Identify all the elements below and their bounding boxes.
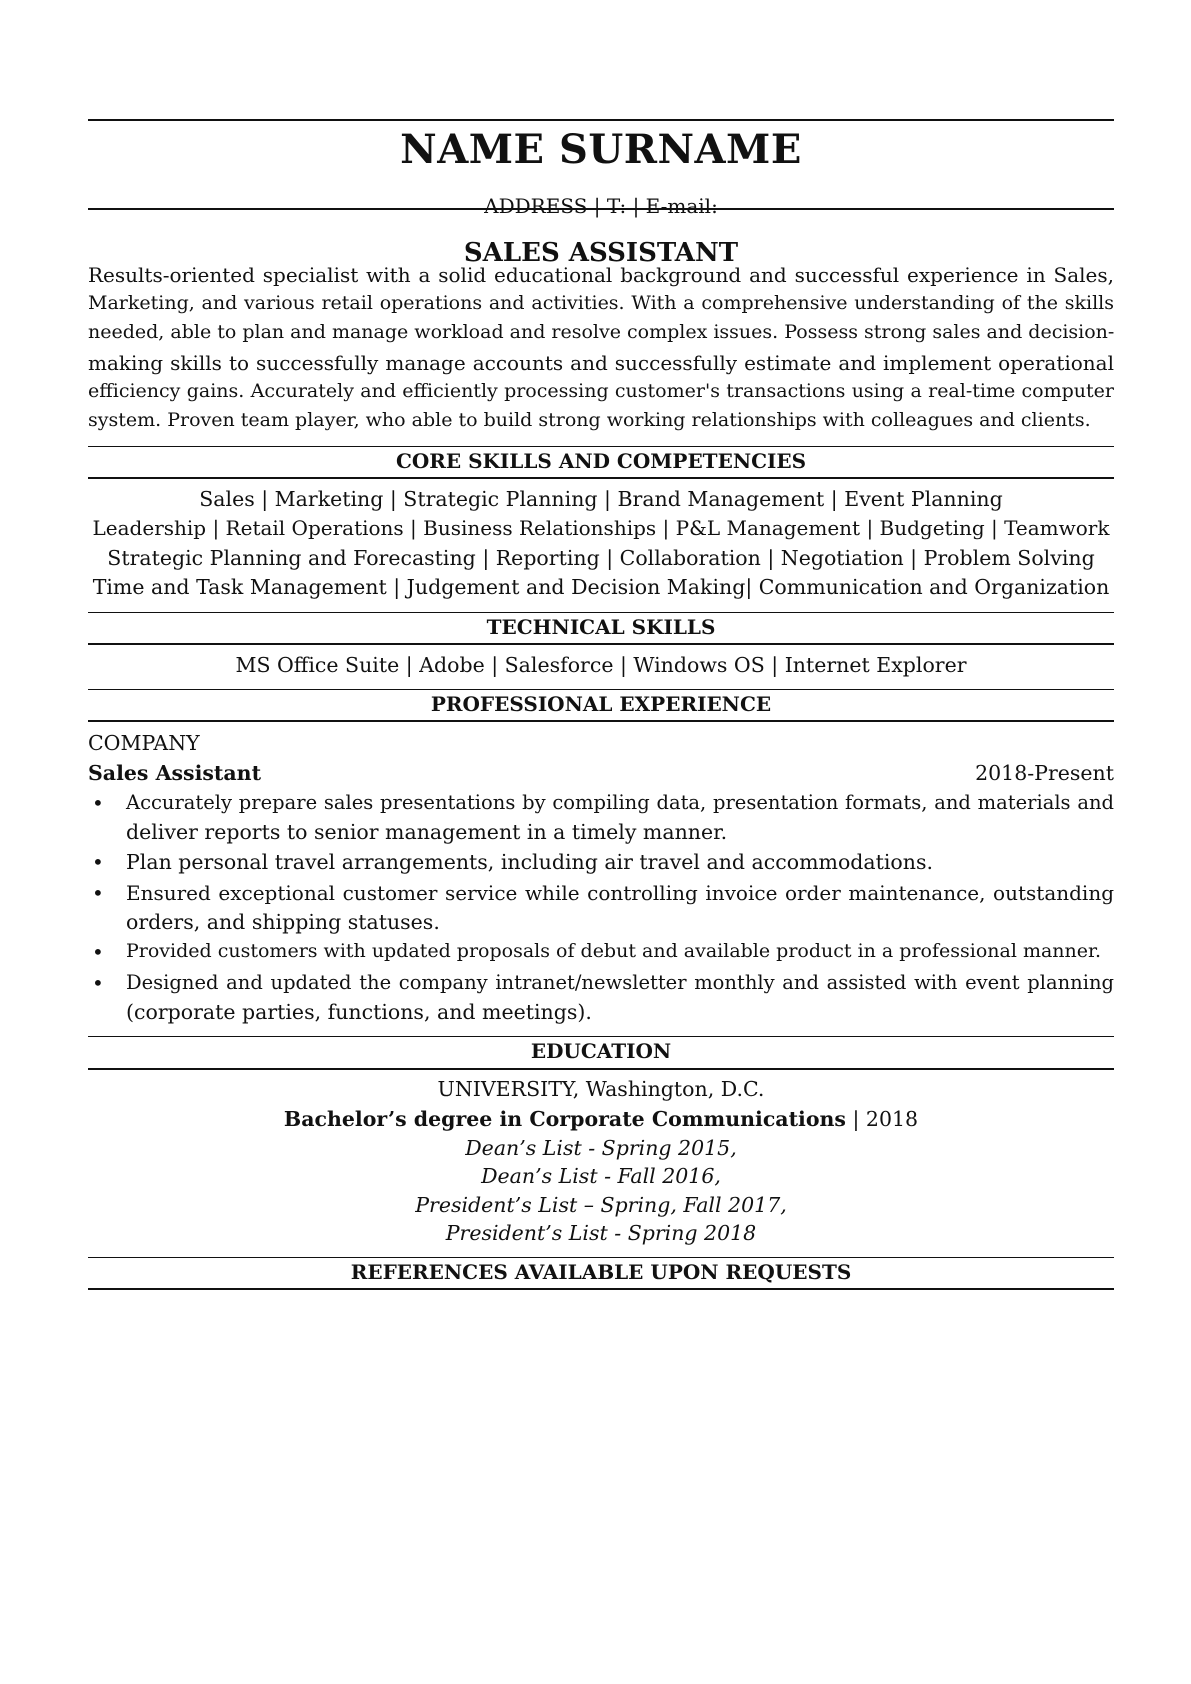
section-rule <box>88 643 1114 645</box>
role-title: Sales Assistant <box>88 761 262 785</box>
resume-page <box>88 0 1114 1684</box>
section-heading-core-skills: CORE SKILLS AND COMPETENCIES <box>395 449 807 473</box>
section-rule <box>88 720 1114 722</box>
bullet-text: Ensured exceptional customer service while controlling invoice order maintenance, outstanding <box>126 881 1114 905</box>
section-heading-experience: PROFESSIONAL EXPERIENCE <box>430 692 772 716</box>
bullet-text: deliver reports to senior management in a timely manner. <box>126 820 728 844</box>
bullet-icon: • <box>92 850 104 874</box>
honor-line: Dean’s List - Fall 2016, <box>481 1164 721 1188</box>
bullet-text: (corporate parties, functions, and meetings). <box>126 1000 592 1024</box>
honor-line: President’s List – Spring, Fall 2017, <box>415 1193 787 1217</box>
summary-line: system. Proven team player, who able to build strong working relationships with colleagues and clients. <box>88 409 1091 431</box>
section-rule <box>88 477 1114 479</box>
role-dates: 2018-Present <box>975 761 1114 785</box>
summary-line: needed, able to plan and manage workload and resolve complex issues. Possess strong sales and decision- <box>88 321 1115 343</box>
technical-skills-line: MS Office Suite | Adobe | Salesforce | Windows OS | Internet Explorer <box>235 653 967 677</box>
section-rule <box>88 446 1114 447</box>
section-rule <box>88 1257 1114 1258</box>
section-heading-education: EDUCATION <box>530 1039 672 1063</box>
section-rule <box>88 1068 1114 1070</box>
bullet-icon: • <box>92 881 104 905</box>
skills-line: Sales | Marketing | Strategic Planning | Brand Management | Event Planning <box>199 487 1003 511</box>
contact-line: ADDRESS | T: | E-mail: <box>484 194 718 218</box>
section-rule <box>88 689 1114 690</box>
company-name: COMPANY <box>88 731 200 755</box>
header-rule <box>88 208 1114 210</box>
honor-line: Dean’s List - Spring 2015, <box>465 1136 737 1160</box>
degree-name: Bachelor’s degree in Corporate Communications <box>283 1107 846 1131</box>
section-rule <box>88 612 1114 613</box>
summary-line: efficiency gains. Accurately and efficiently processing customer's transactions using a real-time computer <box>88 380 1114 402</box>
university-line: UNIVERSITY, Washington, D.C. <box>437 1077 765 1101</box>
degree-line <box>88 1107 1114 1131</box>
bullet-text: Designed and updated the company intranet/newsletter monthly and assisted with event planning <box>126 971 1114 994</box>
job-title: SALES ASSISTANT <box>463 238 739 268</box>
skills-line: Leadership | Retail Operations | Business Relationships | P&L Management | Budgeting | Teamwork <box>92 516 1110 540</box>
skills-line: Time and Task Management | Judgement and Decision Making| Communication and Organization <box>92 575 1110 599</box>
bullet-icon: • <box>92 940 104 964</box>
honor-line: President’s List - Spring 2018 <box>445 1221 757 1245</box>
degree-year: 2018 <box>865 1107 919 1131</box>
section-rule <box>88 1036 1114 1037</box>
section-rule <box>88 1288 1114 1290</box>
summary-line: Results-oriented specialist with a solid educational background and successful experience in Sales, <box>88 263 1114 287</box>
skills-line: Strategic Planning and Forecasting | Reporting | Collaboration | Negotiation | Problem Solving <box>107 546 1095 570</box>
section-heading-technical-skills: TECHNICAL SKILLS <box>486 615 716 639</box>
summary-line: Marketing, and various retail operations and activities. With a comprehensive understanding of the skills <box>88 292 1114 314</box>
degree-separator: | <box>845 1107 866 1131</box>
summary-line: making skills to successfully manage accounts and successfully estimate and implement operational <box>88 351 1114 375</box>
bullet-text: Provided customers with updated proposals of debut and available product in a professional manner. <box>126 940 1102 962</box>
candidate-name: NAME SURNAME <box>400 126 802 173</box>
bullet-icon: • <box>92 791 104 815</box>
bullet-text: Plan personal travel arrangements, including air travel and accommodations. <box>126 850 934 874</box>
bullet-text: orders, and shipping statuses. <box>126 910 440 934</box>
section-heading-references: REFERENCES AVAILABLE UPON REQUESTS <box>350 1260 852 1284</box>
top-rule <box>88 119 1114 121</box>
bullet-text: Accurately prepare sales presentations by compiling data, presentation formats, and materials and <box>126 791 1114 814</box>
bullet-icon: • <box>92 971 104 995</box>
